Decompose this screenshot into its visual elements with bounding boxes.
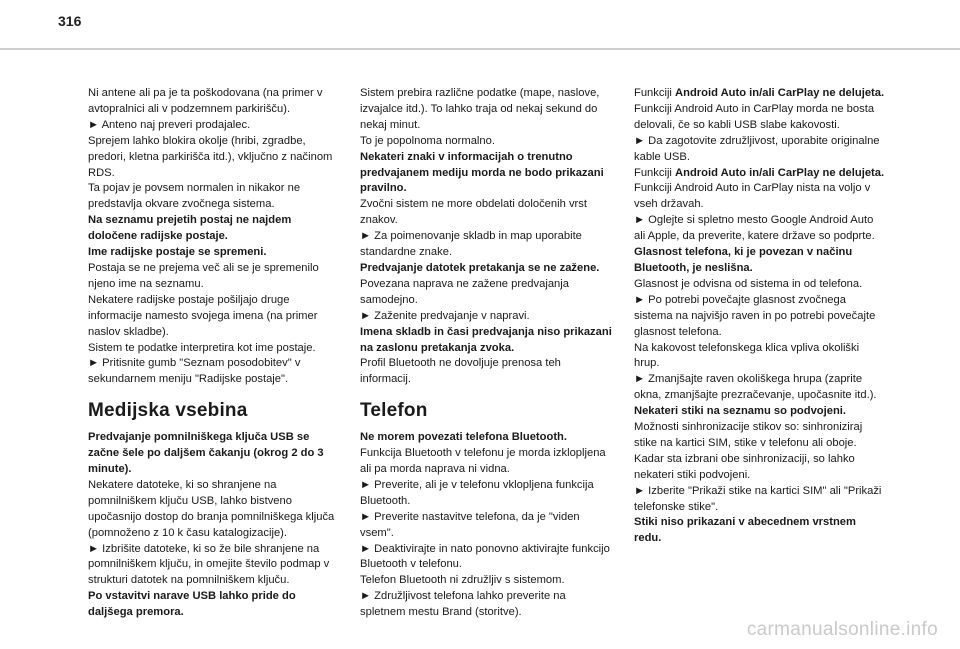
text-paragraph: ► Da zagotovite združljivost, uporabite originalne kable USB. bbox=[634, 134, 880, 163]
android-auto-heading-1 bbox=[634, 86, 886, 102]
text-paragraph: Nekatere datoteke, ki so shranjene na pomnilniškem ključu USB, lahko bistveno upočasnijo dostop do branja pomnilniškega ključa (pomnoženo z 10 k času katalogizacije). bbox=[88, 478, 335, 539]
section-heading-phone: Telefon bbox=[360, 400, 428, 422]
bold-paragraph: Po vstavitvi narave USB lahko pride do daljšega premora. bbox=[88, 590, 296, 619]
watermark-text: carmanualsonline.info bbox=[746, 619, 938, 640]
text-paragraph: Sprejem lahko blokira okolje (hribi, zgradbe, predori, kletna parkirišča itd.), vključno z načinom RDS. bbox=[88, 134, 333, 179]
bold-paragraph: Nekateri stiki na seznamu so podvojeni. bbox=[634, 405, 847, 418]
bold-paragraph: Predvajanje datotek pretakanja se ne zažene. bbox=[360, 261, 600, 274]
text-paragraph: Ni antene ali pa je ta poškodovana (na primer v avtopralnici ali v podzemnem parkirišču). bbox=[88, 87, 323, 115]
text-paragraph: ► Izbrišite datoteke, ki so že bile shranjene na pomnilniškem ključu, in omejite število podmap v strukturi datotek na pomnilniškem ključu. bbox=[88, 542, 330, 587]
section-heading-media: Medijska vsebina bbox=[88, 400, 248, 422]
text-paragraph: Sistem prebira različne podatke (mape, naslove, izvajalce itd.). To lahko traja od nekaj sekund do nekaj minut. bbox=[360, 87, 600, 131]
text-paragraph: ► Zmanjšajte raven okoliškega hrupa (zaprite okna, zmanjšajte prezračevanje, upočasnite itd.). bbox=[634, 373, 877, 402]
col3-block-b bbox=[634, 181, 886, 547]
text-paragraph: Sistem te podatke interpretira kot ime postaje. bbox=[88, 341, 316, 354]
text-paragraph: Na kakovost telefonskega klica vpliva okoliški hrup. bbox=[634, 341, 860, 370]
text-paragraph: Funkciji Android Auto in CarPlay nista na voljo v vseh državah. bbox=[634, 182, 871, 211]
col1-block-1 bbox=[88, 86, 340, 388]
text-paragraph: Postaja se ne prejema več ali se je spremenilo njeno ime na seznamu. bbox=[88, 261, 319, 290]
heading-prefix: Funkciji bbox=[634, 166, 676, 179]
text-paragraph: Telefon Bluetooth ni združljiv s sistemom. bbox=[360, 574, 565, 587]
heading-bold: Android Auto in/ali CarPlay ne delujeta. bbox=[675, 87, 885, 99]
heading-prefix: Funkciji bbox=[634, 87, 676, 99]
text-paragraph: ► Za poimenovanje skladb in map uporabite standardne znake. bbox=[360, 230, 582, 259]
text-paragraph: Funkcija Bluetooth v telefonu je morda izklopljena ali pa morda naprava ni vidna. bbox=[360, 447, 606, 476]
col2-block-2 bbox=[360, 430, 612, 621]
col3-block-a bbox=[634, 102, 886, 166]
text-paragraph: Možnosti sinhronizacije stikov so: sinhroniziraj stike na kartici SIM, stike v telefonu ali oboje. Kadar sta izbrani obe sinhronizaciji, so lahko nekateri stiki podvojeni. bbox=[634, 421, 863, 481]
android-auto-heading-2 bbox=[634, 166, 886, 182]
column-1 bbox=[88, 86, 340, 621]
column-2 bbox=[360, 86, 612, 621]
bold-paragraph: Stiki niso prikazani v abecednem vrstnem redu. bbox=[634, 516, 856, 545]
header-divider bbox=[0, 48, 960, 50]
text-paragraph: Glasnost je odvisna od sistema in od telefona. bbox=[634, 277, 863, 290]
text-paragraph: ► Zaženite predvajanje v napravi. bbox=[360, 309, 530, 322]
text-paragraph: ► Anteno naj preveri prodajalec. bbox=[88, 118, 251, 131]
bold-paragraph: Nekateri znaki v informacijah o trenutno predvajanem mediju morda ne bodo prikazani pravilno. bbox=[360, 150, 604, 195]
text-paragraph: Povezana naprava ne zažene predvajanja samodejno. bbox=[360, 277, 569, 306]
text-paragraph: Ta pojav je povsem normalen in nikakor ne predstavlja okvare zvočnega sistema. bbox=[88, 182, 301, 211]
column-3 bbox=[634, 86, 886, 547]
text-paragraph: ► Oglejte si spletno mesto Google Android Auto ali Apple, da preverite, katere države so podprte. bbox=[634, 214, 875, 243]
text-paragraph: To je popolnoma normalno. bbox=[360, 134, 495, 147]
text-paragraph: ► Preverite nastavitve telefona, da je "viden vsem". bbox=[360, 510, 580, 539]
text-paragraph: ► Po potrebi povečajte glasnost zvočnega sistema na najvišjo raven in po potrebi povečajte glasnost telefona. bbox=[634, 293, 876, 338]
bold-paragraph: Imena skladb in časi predvajanja niso prikazani na zaslonu pretakanja zvoka. bbox=[360, 325, 612, 354]
text-paragraph: ► Združljivost telefona lahko preverite na spletnem mestu Brand (storitve). bbox=[360, 590, 566, 619]
bold-paragraph: Glasnost telefona, ki je povezan v načinu Bluetooth, je neslišna. bbox=[634, 246, 853, 274]
bold-paragraph: Ime radijske postaje se spremeni. bbox=[88, 246, 267, 259]
bold-paragraph: Na seznamu prejetih postaj ne najdem določene radijske postaje. bbox=[88, 214, 292, 243]
page-number: 316 bbox=[58, 13, 82, 29]
text-paragraph: ► Pritisnite gumb "Seznam posodobitev" v sekundarnem meniju "Radijske postaje". bbox=[88, 357, 301, 386]
text-paragraph: ► Deaktivirajte in nato ponovno aktivirajte funkcijo Bluetooth v telefonu. bbox=[360, 542, 610, 571]
text-paragraph: Zvočni sistem ne more obdelati določenih vrst znakov. bbox=[360, 198, 587, 227]
text-paragraph: Nekatere radijske postaje pošiljajo druge informacije namesto svojega imena (na primer naslov skladbe). bbox=[88, 293, 318, 338]
text-paragraph: Profil Bluetooth ne dovoljuje prenosa teh informacij. bbox=[360, 357, 561, 386]
col1-block-2 bbox=[88, 430, 340, 621]
text-paragraph: Funkciji Android Auto in CarPlay morda ne bosta delovali, če so kabli USB slabe kakovosti. bbox=[634, 102, 875, 131]
text-paragraph: ► Preverite, ali je v telefonu vklopljena funkcija Bluetooth. bbox=[360, 478, 594, 507]
text-paragraph: ► Izberite "Prikaži stike na kartici SIM" ali "Prikaži telefonske stike". bbox=[634, 484, 882, 513]
bold-paragraph: Predvajanje pomnilniškega ključa USB se začne šele po daljšem čakanju (okrog 2 do 3 minute). bbox=[88, 431, 324, 476]
col2-block-1 bbox=[360, 86, 612, 388]
bold-paragraph: Ne morem povezati telefona Bluetooth. bbox=[360, 431, 567, 444]
heading-bold: Android Auto in/ali CarPlay ne delujeta. bbox=[675, 166, 885, 179]
